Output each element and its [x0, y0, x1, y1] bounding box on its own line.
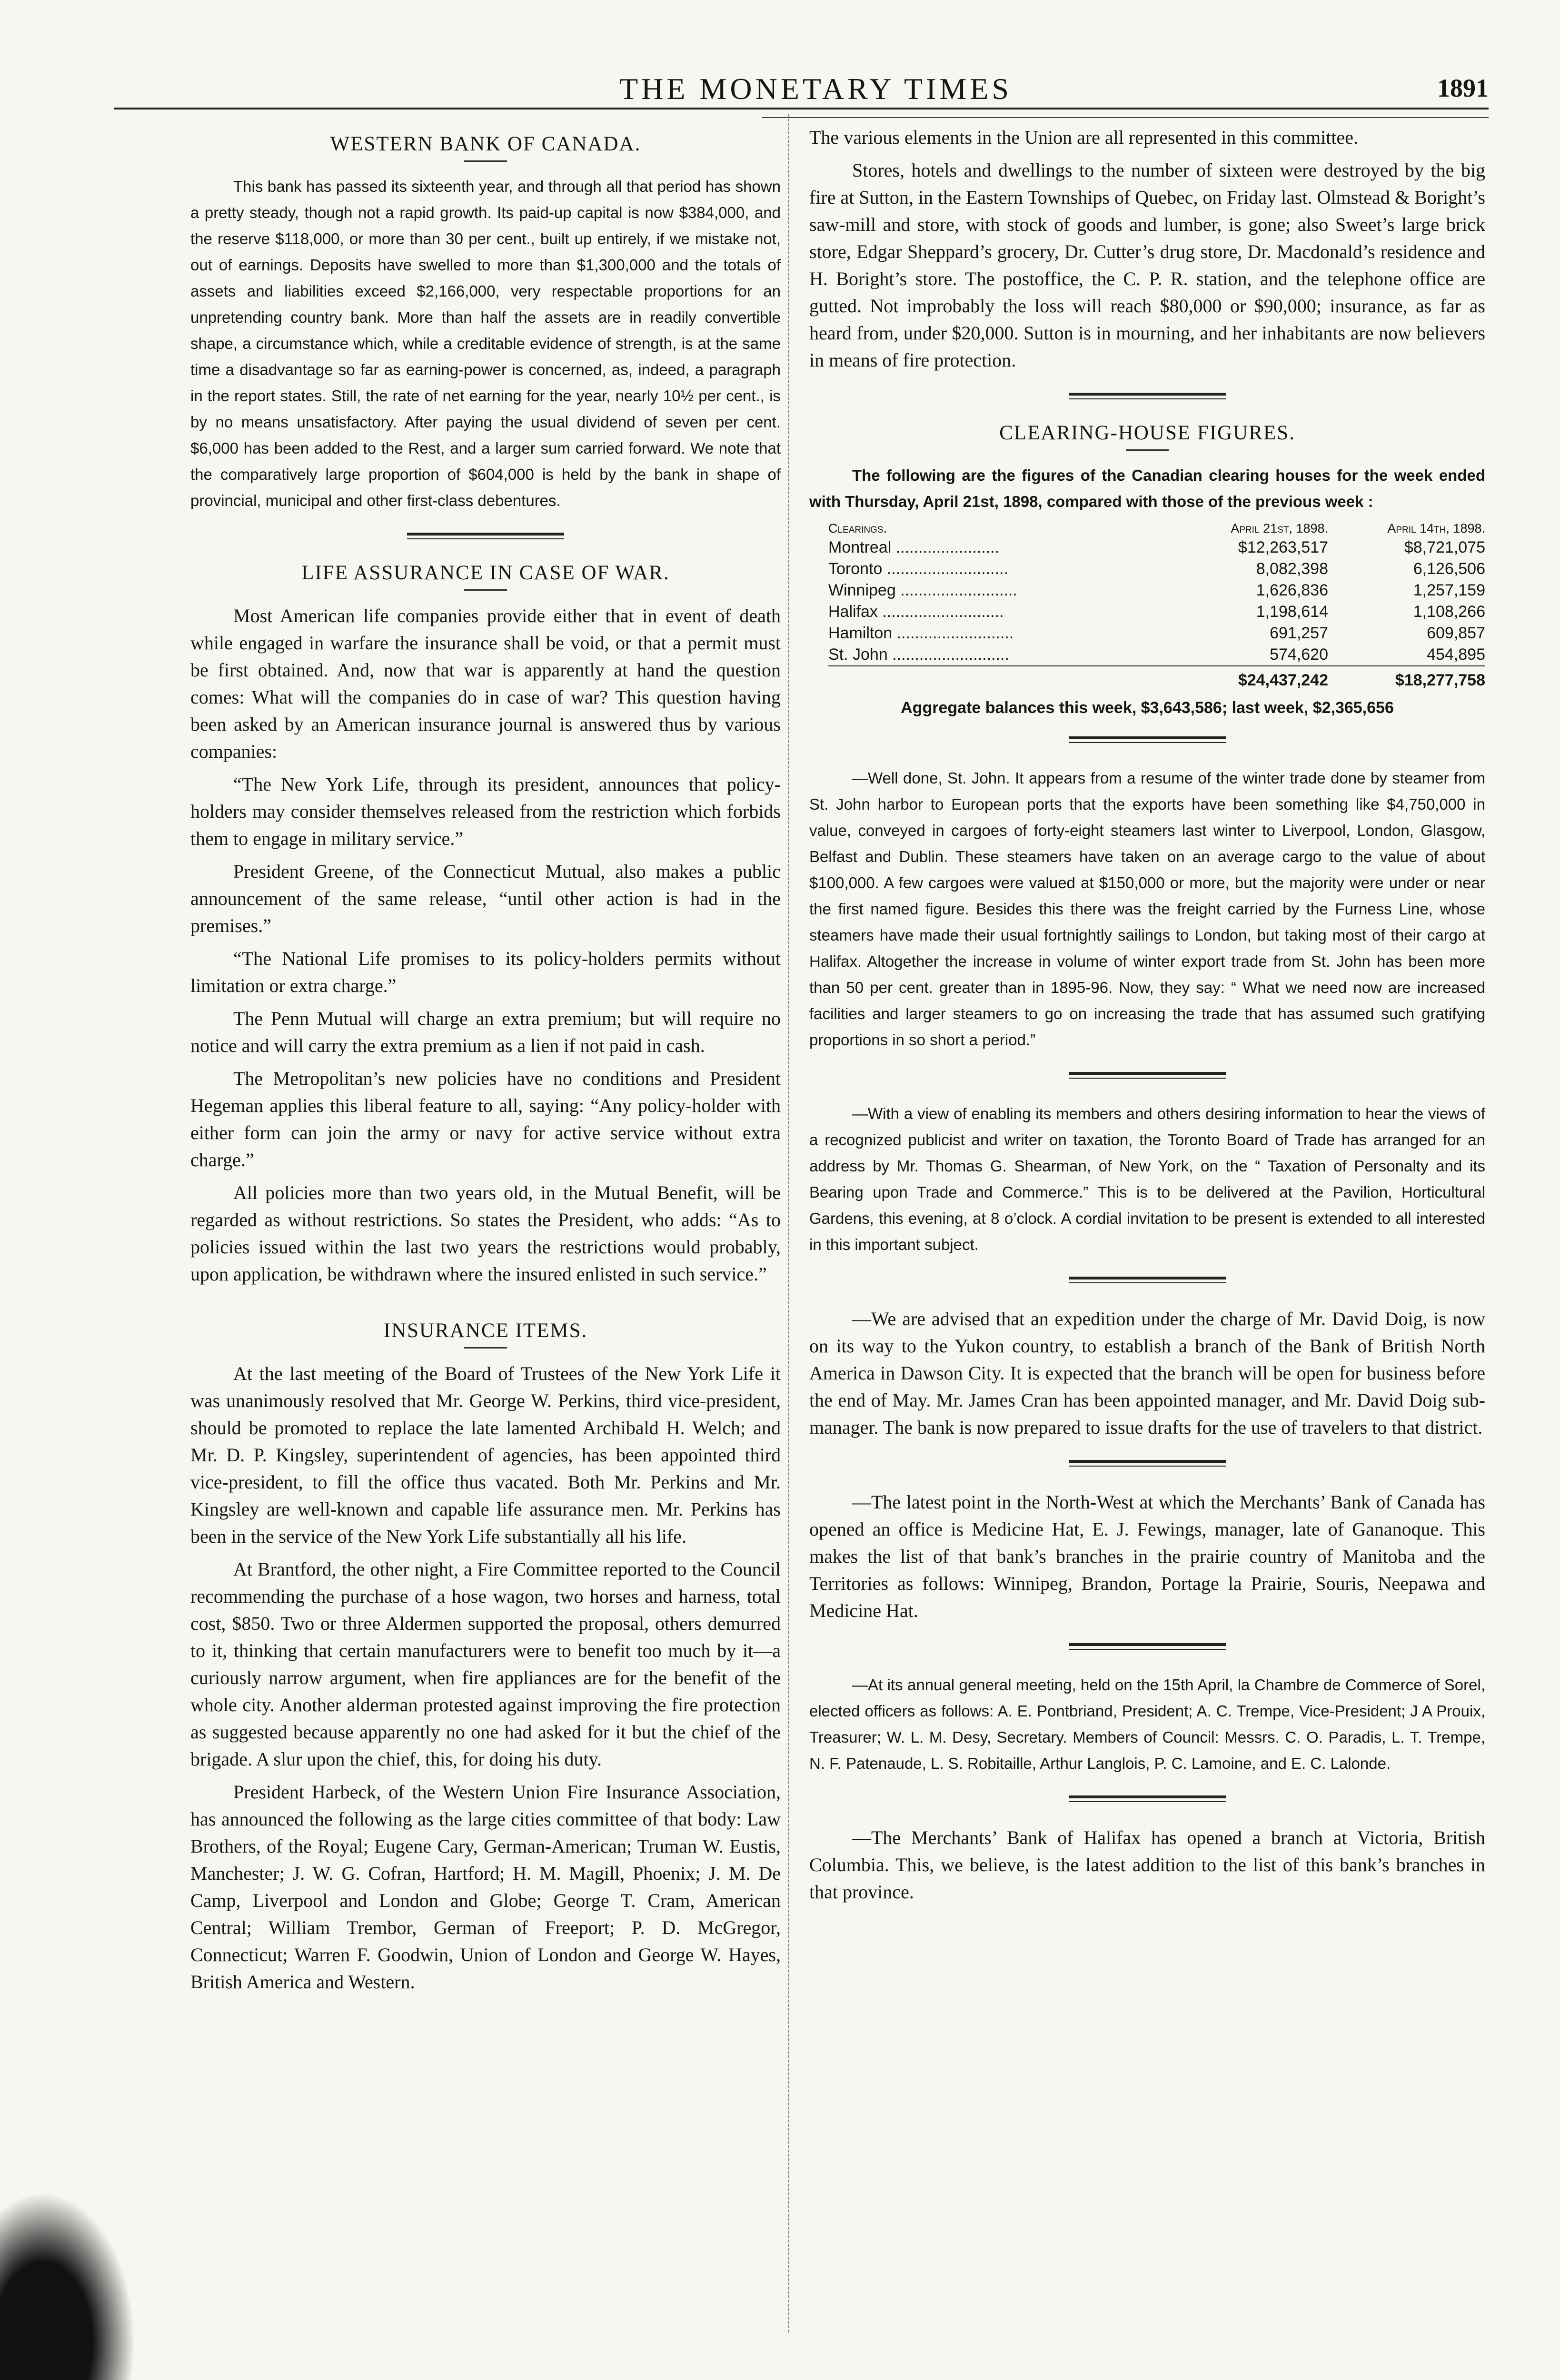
table-row — [828, 537, 1485, 558]
value-cell: $12,263,517 — [1238, 538, 1328, 556]
total-label-cell — [828, 666, 1171, 691]
sutton-paragraph: Stores, hotels and dwellings to the number of sixteen were destroyed by the big fire at Sutton, in the Eastern Townships of Quebec, on Friday last. Olmstead & Boright’s saw-mill and store, with stock of goods and lumber, is gone; also Sweet’s large brick store, Edgar Sheppard’s grocery, Dr. Cutter’s drug store, Dr. Macdonald’s residence and H. Boright’s store. The postoffice, the C. P. R. station, and the telephone office are gutted. Not improbably the loss will reach $80,000 or $90,000; insurance, as far as heard from, under $20,000. Sutton is in mourning, and her inhabitants are now believers in means of fire protection. — [809, 159, 1485, 371]
insurance-items-paragraph: At Brantford, the other night, a Fire Committee reported to the Council recommending the purchase of a hose wagon, two horses and harness, total cost, $850. Two or three Aldermen supported the proposal, others demurred to it, thinking that certain manufacturers were to benefit too much by it—a curiously narrow argument, when fire appliances are for the benefit of the whole city. Another alderman protested against improving the fire protection as suggested because apparently no one had asked for it but the chief of the brigade. A slur upon the chief, this, for doing his duty. — [190, 1558, 781, 1770]
value-cell: 691,257 — [1270, 624, 1328, 642]
section-separator — [1069, 1072, 1226, 1079]
western-bank-heading: WESTERN BANK OF CANADA. — [330, 133, 641, 155]
heading-rule — [464, 589, 507, 591]
header-rule — [114, 108, 1489, 109]
table-row — [828, 601, 1485, 623]
insurance-items-paragraph: President Harbeck, of the Western Union Fire Insurance Association, has announced the following as the large cities committee of that body: Law Brothers, of the Royal; Eugene Cary, German-American; Truman W. Eustis, Manchester; J. W. G. Cofran, Hartford; H. M. Magill, Phoenix; J. M. De Camp, Liverpool and London and Globe; George T. Cram, American Central; William Trembor, German of Freeport; P. D. McGregor, Connecticut; Warren F. Goodwin, Union of London and George W. Hayes, British America and Western. — [190, 1781, 781, 1993]
value-cell: 574,620 — [1270, 645, 1328, 664]
total-cell: $18,277,758 — [1328, 666, 1485, 691]
news-note: —The latest point in the North-West at which the Merchants’ Bank of Canada has opened an office is Medicine Hat, E. J. Fewings, manager, late of Gananoque. This makes the list of that bank’s branches in the prairie country of Manitoba and the Territories as follows: Winnipeg, Brandon, Portage la Prairie, Souris, Neepawa and Medicine Hat. — [809, 1491, 1485, 1621]
value-cell: $8,721,075 — [1404, 538, 1485, 556]
city-cell: St. John .......................... — [828, 645, 1009, 664]
city-cell: Montreal ....................... — [828, 538, 999, 556]
column-header: April 21st, 1898. — [1231, 521, 1328, 536]
news-note: —The Merchants’ Bank of Halifax has opened a branch at Victoria, British Columbia. This, we believe, is the latest addition to the list of this bank’s branches in that province. — [809, 1827, 1485, 1903]
clearing-house-heading: CLEARING-HOUSE FIGURES. — [999, 422, 1295, 444]
section-separator — [1069, 1795, 1226, 1802]
total-row — [828, 666, 1485, 691]
city-cell: Winnipeg .......................... — [828, 581, 1017, 599]
section-separator — [1069, 736, 1226, 743]
section-separator — [1069, 1643, 1226, 1650]
clearing-intro: The following are the figures of the Canadian clearing houses for the week ended with Thursday, April 21st, 1898, compared with those of the previous week : — [809, 466, 1485, 510]
heading-rule — [1126, 449, 1169, 451]
life-assurance-paragraph: The Penn Mutual will charge an extra premium; but will require no notice and will carry the extra premium as a lien if not paid in cash. — [190, 1008, 781, 1056]
table-row — [828, 558, 1485, 580]
table-row — [828, 580, 1485, 601]
news-note: —We are advised that an expedition under the charge of Mr. David Doig, is now on its way to the Yukon country, to establish a branch of the Bank of British North America in Dawson City. It is expected that the branch will be open for business before the end of May. Mr. James Cran has been appointed manager, and Mr. David Doig sub-manager. The bank is now prepared to issue drafts for the use of travelers to that district. — [809, 1308, 1485, 1438]
aggregate-balances: Aggregate balances this week, $3,643,586; last week, $2,365,656 — [901, 699, 1394, 717]
sutton-paragraph: The various elements in the Union are all represented in this committee. — [809, 127, 1358, 148]
table-row — [828, 644, 1485, 666]
page-number: 1891 — [1437, 74, 1489, 102]
value-cell: 609,857 — [1427, 624, 1485, 642]
value-cell: 1,626,836 — [1256, 581, 1328, 599]
life-assurance-paragraph: President Greene, of the Connecticut Mutual, also makes a public announcement of the same release, “until other action is had in the premises.” — [190, 861, 781, 936]
news-note: —Well done, St. John. It appears from a resume of the winter trade done by steamer from St. John harbor to European ports that the exports have been something like $4,750,000 in value, conveyed in cargoes of forty-eight steamers last winter to Liverpool, London, Glasgow, Belfast and Dublin. These steamers have taken on an average cargo to the value of about $100,000. A few cargoes were valued at $150,000 or more, but the majority were under or near the first named figure. Besides this there was the freight carried by the Furness Line, whose steamers have made their usual fortnightly sailings to London, but taking most of their cargo at Halifax. Altogether the increase in volume of winter export trade from St. John has been more than 50 per cent. greater than in 1895-96. Now, they say: “ What we need now are increased facilities and larger steamers to go on increasing the trade that has assumed such gratifying proportions in so short a period.” — [809, 769, 1485, 1049]
insurance-items-heading: INSURANCE ITEMS. — [383, 1319, 588, 1342]
heading-rule — [464, 160, 507, 162]
section-separator — [1069, 1277, 1226, 1283]
life-assurance-paragraph: “The National Life promises to its policy-holders permits without limitation or extra charge.” — [190, 948, 781, 996]
column-header: Clearings. — [828, 521, 887, 536]
scan-smudge — [0, 2180, 143, 2380]
value-cell: 1,198,614 — [1256, 603, 1328, 621]
life-assurance-paragraph: All policies more than two years old, in the Mutual Benefit, will be regarded as without restrictions. So states the President, who adds: “As to policies issued within the last two years the restrictions would probably, upon application, be withdrawn where the insured enlisted in such service.” — [190, 1182, 781, 1285]
value-cell: 1,257,159 — [1413, 581, 1485, 599]
section-separator — [407, 533, 564, 539]
header-rule-thin — [762, 117, 1489, 118]
page-header — [143, 67, 1489, 109]
value-cell: 6,126,506 — [1413, 560, 1485, 578]
life-assurance-paragraph: Most American life companies provide either that in event of death while engaged in warfare the insurance shall be void, or that a permit must be first obtained. And, now that war is apparently at hand the question comes: What will the companies do in case of war? This question having been asked by an American insurance journal is answered thus by various companies: — [190, 605, 781, 762]
clearing-table — [828, 520, 1485, 691]
column-header: April 14th, 1898. — [1387, 521, 1485, 536]
masthead-title: THE MONETARY TIMES — [619, 72, 1012, 106]
left-column — [190, 124, 781, 2001]
value-cell: 454,895 — [1427, 645, 1485, 664]
heading-rule — [464, 1347, 507, 1349]
western-bank-article: This bank has passed its sixteenth year, and through all that period has shown a pretty steady, though not a rapid growth. Its paid-up capital is now $384,000, and the reserve $118,000, or more than 30 per cent., built up entirely, if we mistake not, out of earnings. Deposits have swelled to more than $1,300,000 and the totals of assets and liabilities exceed $2,166,000, very respectable proportions for an unpretending country bank. More than half the assets are in readily convertible shape, a circumstance which, while a creditable evidence of strength, is at the same time a disadvantage so far as earning-power is concerned, as, indeed, a paragraph in the report states. Still, the rate of net earning for the year, nearly 10½ per cent., is by no means unsatisfactory. After paying the usual dividend of seven per cent. $6,000 has been added to the Rest, and a larger sum carried forward. We note that the comparatively large proportion of $604,000 is held by the bank in shape of provincial, municipal and other first-class debentures. — [190, 178, 781, 509]
column-divider — [788, 114, 789, 2332]
table-row — [828, 623, 1485, 644]
section-separator — [1069, 1460, 1226, 1467]
total-cell: $24,437,242 — [1171, 666, 1328, 691]
life-assurance-paragraph: “The New York Life, through its president, announces that policy-holders may consider themselves released from the restriction which forbids them to engage in military service.” — [190, 774, 781, 849]
news-note: —With a view of enabling its members and others desiring information to hear the views of a recognized publicist and writer on taxation, the Toronto Board of Trade has arranged for an address by Mr. Thomas G. Shearman, of New York, on the “ Taxation of Personalty and its Bearing upon Trade and Commerce.” This is to be delivered at the Pavilion, Horticultural Gardens, this evening, at 8 o’clock. A cordial invitation to be present is extended to all interested in this important subject. — [809, 1105, 1485, 1253]
life-assurance-heading: LIFE ASSURANCE IN CASE OF WAR. — [301, 562, 670, 584]
value-cell: 1,108,266 — [1413, 603, 1485, 621]
right-column — [809, 124, 1485, 1911]
life-assurance-paragraph: The Metropolitan’s new policies have no conditions and President Hegeman applies this liberal feature to all, saying: “Any policy-holder with either form can join the army or navy for active service without extra charge.” — [190, 1068, 781, 1170]
value-cell: 8,082,398 — [1256, 560, 1328, 578]
table-header-row — [828, 520, 1485, 537]
insurance-items-paragraph: At the last meeting of the Board of Trustees of the New York Life it was unanimously resolved that Mr. George W. Perkins, third vice-president, should be promoted to replace the late lamented Archibald H. Welch; and Mr. D. P. Kingsley, superintendent of agencies, has been appointed third vice-president, to fill the office thus vacated. Both Mr. Perkins and Mr. Kingsley are well-known and capable life assurance men. Mr. Perkins has been in the service of the New York Life substantially all his life. — [190, 1363, 781, 1547]
city-cell: Halifax ........................... — [828, 603, 1004, 621]
news-note: —At its annual general meeting, held on the 15th April, la Chambre de Commerce of Sorel, elected officers as follows: A. E. Pontbriand, President; A. C. Trempe, Vice-President; J A Prouix, Treasurer; W. L. M. Desy, Secretary. Members of Council: Messrs. C. O. Paradis, L. T. Trempe, N. F. Patenaude, L. S. Robitaille, Arthur Langlois, P. C. Lamoine, and E. C. Lalonde. — [809, 1676, 1485, 1772]
city-cell: Toronto ........................... — [828, 560, 1008, 578]
section-separator — [1069, 393, 1226, 399]
city-cell: Hamilton .......................... — [828, 624, 1014, 642]
